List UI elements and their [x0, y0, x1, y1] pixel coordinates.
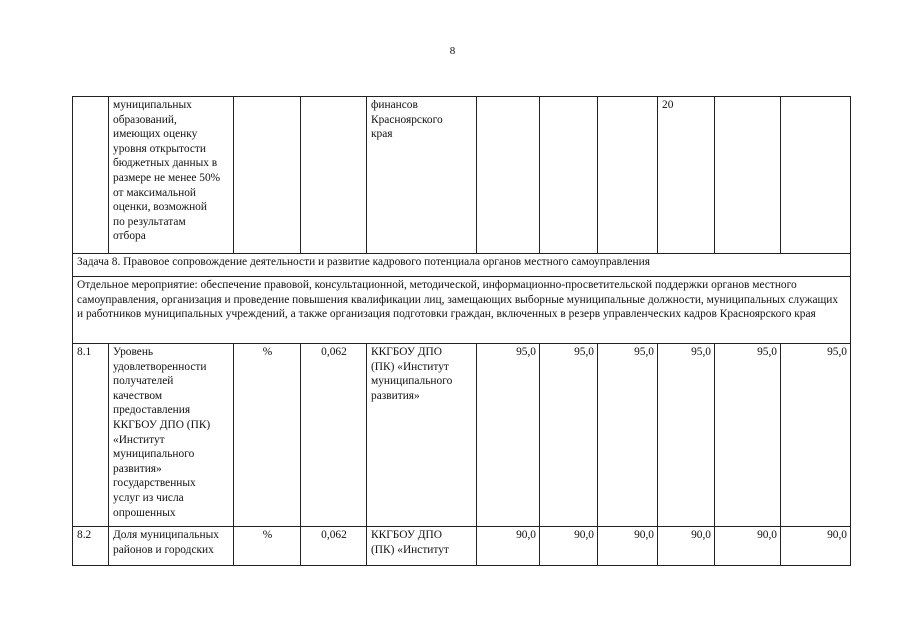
weight-cell	[301, 97, 367, 254]
indicator-cell: муниципальных образований, имеющих оценку уровня открытости бюджетных данных в размере не менее 50% от максимальной оценки, возможной по результатам отбора	[109, 97, 234, 254]
table-row	[73, 344, 851, 527]
table-row	[73, 97, 851, 254]
value-cell	[598, 97, 658, 254]
row-number-cell: 8.2	[73, 527, 109, 566]
weight-cell: 0,062	[301, 344, 367, 527]
row-number-cell: 8.1	[73, 344, 109, 527]
unit-cell: %	[234, 527, 301, 566]
indicator-cell: Уровень удовлетворенности получателей качеством предоставления ККГБОУ ДПО (ПК) «Институт муниципального развития» государственных услуг из числа опрошенных	[109, 344, 234, 527]
measure-row	[73, 277, 851, 344]
value-cell	[540, 97, 598, 254]
value-cell: 90,0	[477, 527, 540, 566]
value-cell: 95,0	[715, 344, 781, 527]
value-cell: 90,0	[715, 527, 781, 566]
value-cell: 90,0	[781, 527, 851, 566]
unit-cell: %	[234, 344, 301, 527]
value-cell	[715, 97, 781, 254]
value-cell: 20	[658, 97, 715, 254]
value-cell: 95,0	[477, 344, 540, 527]
indicators-table	[72, 96, 851, 566]
task-row	[73, 254, 851, 277]
weight-cell: 0,062	[301, 527, 367, 566]
source-cell: ККГБОУ ДПО (ПК) «Институт муниципального развития»	[367, 344, 477, 527]
value-cell	[477, 97, 540, 254]
source-cell: финансов Красноярского края	[367, 97, 477, 254]
value-cell: 90,0	[598, 527, 658, 566]
indicator-cell: Доля муниципальных районов и городских	[109, 527, 234, 566]
value-cell: 90,0	[658, 527, 715, 566]
value-cell: 95,0	[540, 344, 598, 527]
unit-cell	[234, 97, 301, 254]
value-cell: 90,0	[540, 527, 598, 566]
value-cell: 95,0	[598, 344, 658, 527]
row-number-cell	[73, 97, 109, 254]
source-cell: ККГБОУ ДПО (ПК) «Институт	[367, 527, 477, 566]
value-cell: 95,0	[781, 344, 851, 527]
table-row	[73, 527, 851, 566]
measure-description: Отдельное мероприятие: обеспечение правовой, консультационной, методической, информационно-просветительской поддержки органов местного самоуправления, организация и проведение повышения квалификации лиц, замещающих выборные муниципальные должности, муниципальных служащих и работников муниципальных учреждений, а также организация подготовки граждан, включенных в резерв управленческих кадров Красноярского края	[73, 277, 851, 344]
task-heading: Задача 8. Правовое сопровождение деятельности и развитие кадрового потенциала органов местного самоуправления	[73, 254, 851, 277]
page-number: 8	[449, 45, 456, 57]
value-cell: 95,0	[658, 344, 715, 527]
value-cell	[781, 97, 851, 254]
